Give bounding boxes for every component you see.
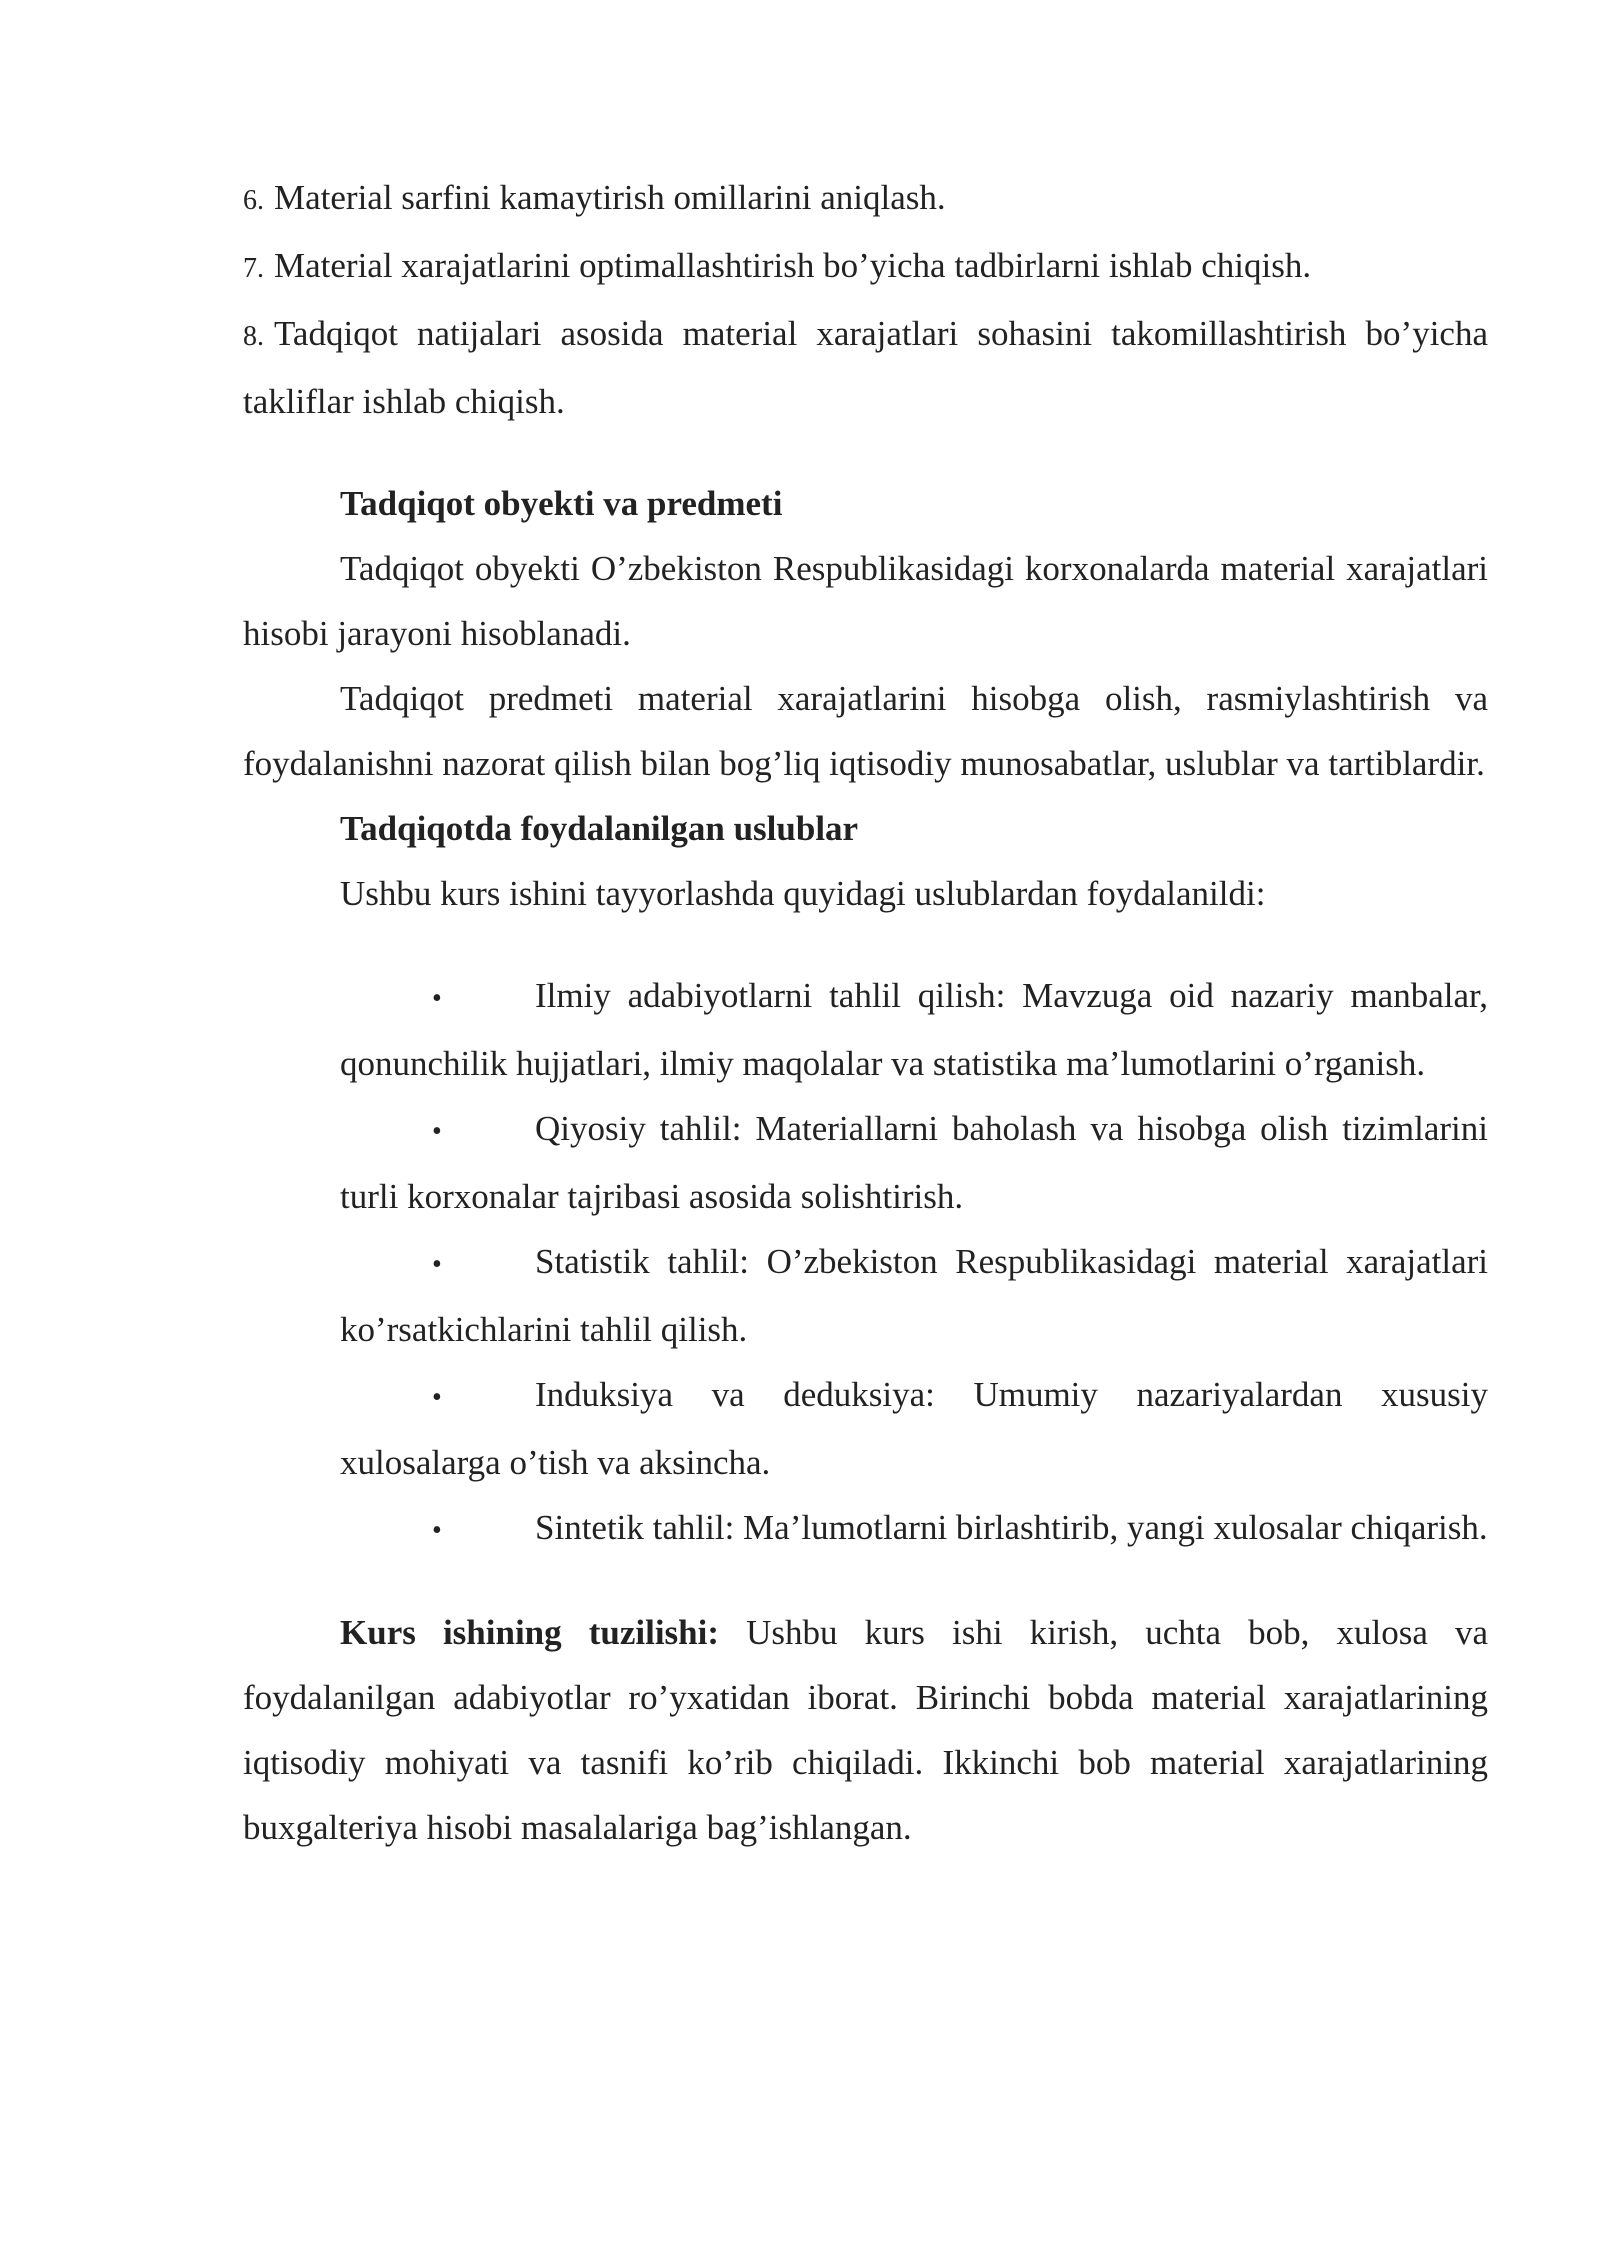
methods-bullet-list (243, 963, 1488, 1563)
object-paragraph: Tadqiqot obyekti O’zbekiston Respublikasidagi korxonalarda material xarajatlari hisobi jarayoni hisoblanadi. (243, 549, 1488, 653)
list-item (243, 301, 1488, 434)
bullet-text: Qiyosiy tahlil: Materiallarni baholash va hisobga olish tizimlarini turli korxonalar tajribasi asosida solishtirish. (340, 1109, 1488, 1216)
methods-intro: Ushbu kurs ishini tayyorlashda quyidagi uslublardan foydalanildi: (340, 874, 1266, 913)
list-item (243, 233, 1488, 301)
item-text: Tadqiqot natijalari asosida material xarajatlari sohasini takomillashtirish bo’yicha takliflar ishlab chiqish. (243, 314, 1488, 421)
bullet-icon: • (432, 983, 442, 1014)
bullet-item (340, 1362, 1488, 1495)
bullet-text: Induksiya va deduksiya: Umumiy nazariyalardan xususiy xulosalarga o’tish va aksincha. (340, 1375, 1488, 1482)
numbered-list (243, 165, 1488, 434)
bullet-item (340, 1096, 1488, 1229)
bullet-text: Statistik tahlil: O’zbekiston Respublikasidagi material xarajatlari ko’rsatkichlarini tahlil qilish. (340, 1242, 1488, 1349)
bullet-item (340, 1229, 1488, 1362)
bullet-item (340, 1495, 1488, 1563)
bullet-text: Sintetik tahlil: Ma’lumotlarni birlashtirib, yangi xulosalar chiqarish. (535, 1508, 1488, 1547)
page-content (243, 165, 1488, 1860)
bullet-icon: • (432, 1249, 442, 1280)
bullet-icon: • (432, 1382, 442, 1413)
structure-label: Kurs ishining tuzilishi: (340, 1613, 720, 1652)
list-item (243, 165, 1488, 233)
structure-paragraph (243, 1600, 1488, 1860)
section-heading-methods: Tadqiqotda foydalanilgan uslublar (340, 809, 859, 848)
item-text: Material sarfini kamaytirish omillarini aniqlash. (274, 178, 946, 217)
bullet-text: Ilmiy adabiyotlarni tahlil qilish: Mavzuga oid nazariy manbalar, qonunchilik hujjatlari, ilmiy maqolalar va statistika ma’lumotlarini o’rganish. (340, 976, 1488, 1083)
structure-text: Ushbu kurs ishi kirish, uchta bob, xulosa va foydalanilgan adabiyotlar ro’yxatidan iborat. Birinchi bobda material xarajatlarining iqtisodiy mohiyati va tasnifi ko’rib chiqiladi. Ikkinchi bob material xarajatlarining buxgalteriya hisobi masalalariga bag’ishlangan. (243, 1613, 1489, 1847)
bullet-icon: • (432, 1515, 442, 1546)
item-number: 6. (243, 185, 264, 216)
item-number: 8. (243, 321, 264, 352)
bullet-item (340, 963, 1488, 1096)
subject-paragraph: Tadqiqot predmeti material xarajatlarini hisobga olish, rasmiylashtirish va foydalanishni nazorat qilish bilan bog’liq iqtisodiy munosabatlar, uslublar va tartiblardir. (243, 679, 1488, 783)
section-heading-object: Tadqiqot obyekti va predmeti (340, 484, 783, 523)
item-text: Material xarajatlarini optimallashtirish bo’yicha tadbirlarni ishlab chiqish. (274, 246, 1312, 285)
bullet-icon: • (432, 1116, 442, 1147)
item-number: 7. (243, 253, 264, 284)
